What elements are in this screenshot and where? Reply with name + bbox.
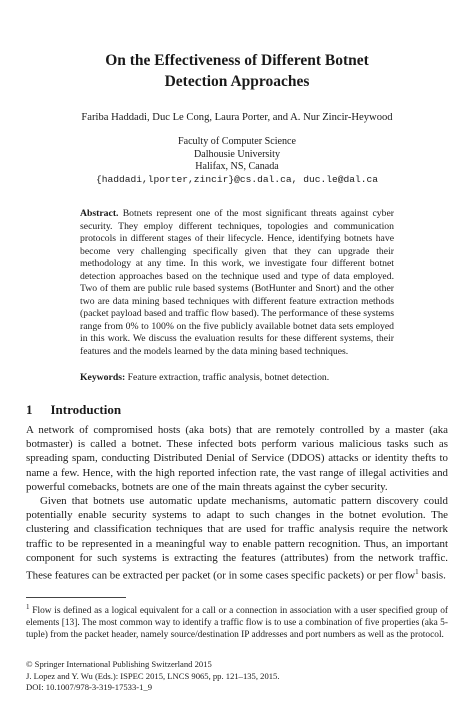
section-number: 1	[26, 402, 33, 417]
author-emails: {haddadi,lporter,zincir}@cs.dal.ca, duc.le@dal.ca	[95, 173, 379, 185]
footnote	[26, 601, 448, 641]
footnote-marker: 1	[26, 603, 30, 611]
body-paragraph-2	[26, 494, 448, 583]
keywords	[80, 372, 394, 385]
abstract-label: Abstract.	[80, 208, 119, 219]
footnote-divider	[26, 597, 126, 598]
abstract	[80, 208, 394, 358]
citation-line: J. Lopez and Y. Wu (Eds.): ISPEC 2015, LNCS 9065, pp. 121–135, 2015.	[26, 670, 280, 681]
body-paragraph-2-end: basis.	[418, 569, 446, 582]
publication-footer	[26, 659, 448, 694]
affiliation-block	[40, 136, 434, 186]
doi-line: DOI: 10.1007/978-3-319-17533-1_9	[26, 682, 153, 693]
author-list: Fariba Haddadi, Duc Le Cong, Laura Porter, and A. Nur Zincir-Heywood	[81, 112, 393, 123]
footnote-text: Flow is defined as a logical equivalent for a call or a connection in association with a user specified group of elements [13]. The most common way to identify a traffic flow is to use a combination of five properties (aka 5-tuple) from the packet header, namely source/destination IP addresses and port numbers as well as the protocol.	[26, 606, 448, 641]
body-paragraph-2-text: Given that botnets use automatic update mechanisms, automatic pattern discovery could potentially enable security systems to adapt to such changes in the botnet evolution. The clustering and classification techniques that are used for traffic analysis require the network traffic to be represented in a meaningful way to enable pattern recognition. Thus, an important component for such systems is extracting the features (attributes) from the network traffic. These features can be extracted per packet (or in some cases specific packets) or per flow	[26, 495, 448, 582]
paper-title	[40, 50, 434, 92]
abstract-text: Botnets represent one of the most significant threats against cyber security. They employ different techniques, topologies and communication protocols in different stages of their lifecycle. Hence, identifying botnets have become very challenging specifically given that they can upgrade their methodology at any time. In this work, we investigate four different botnet detection approaches based on the technique used and type of data employed. Two of them are public rule based systems (BotHunter and Snort) and the other two are data mining based techniques with different feature extraction methods (packet payload based and traffic flow based). The performance of these systems range from 0% to 100% on the five publicly available botnet data sets employed in this work. We discuss the evaluation results for these different systems, their features and the models learned by the data mining based techniques.	[80, 208, 394, 357]
affiliation-line-3: Halifax, NS, Canada	[195, 161, 279, 173]
copyright-line: © Springer International Publishing Switzerland 2015	[26, 659, 212, 669]
section-title: Introduction	[50, 402, 122, 417]
keywords-text: Feature extraction, traffic analysis, botnet detection.	[127, 372, 330, 383]
title-line-1: On the Effectiveness of Different Botnet	[105, 52, 369, 69]
body-text	[26, 423, 448, 583]
affiliation-line-2: Dalhousie University	[193, 148, 281, 160]
title-line-2: Detection Approaches	[164, 73, 310, 90]
affiliation-line-1: Faculty of Computer Science	[177, 136, 296, 147]
body-paragraph-1: A network of compromised hosts (aka bots) that are remotely controlled by a master (aka botmaster) is called a botnet. These infected bots perform various malicious tasks such as spreading spam, conducting Distributed Denial of Service (DDOS) attacks or identity thefts to name a few. Hence, with the high reported infection rate, the vast range of illegal activities and powerful comebacks, botnets are one of the main threats against the cyber security.	[26, 424, 448, 493]
footnote-ref: 1	[415, 568, 419, 577]
section-heading	[26, 402, 121, 418]
keywords-label: Keywords:	[80, 372, 126, 383]
